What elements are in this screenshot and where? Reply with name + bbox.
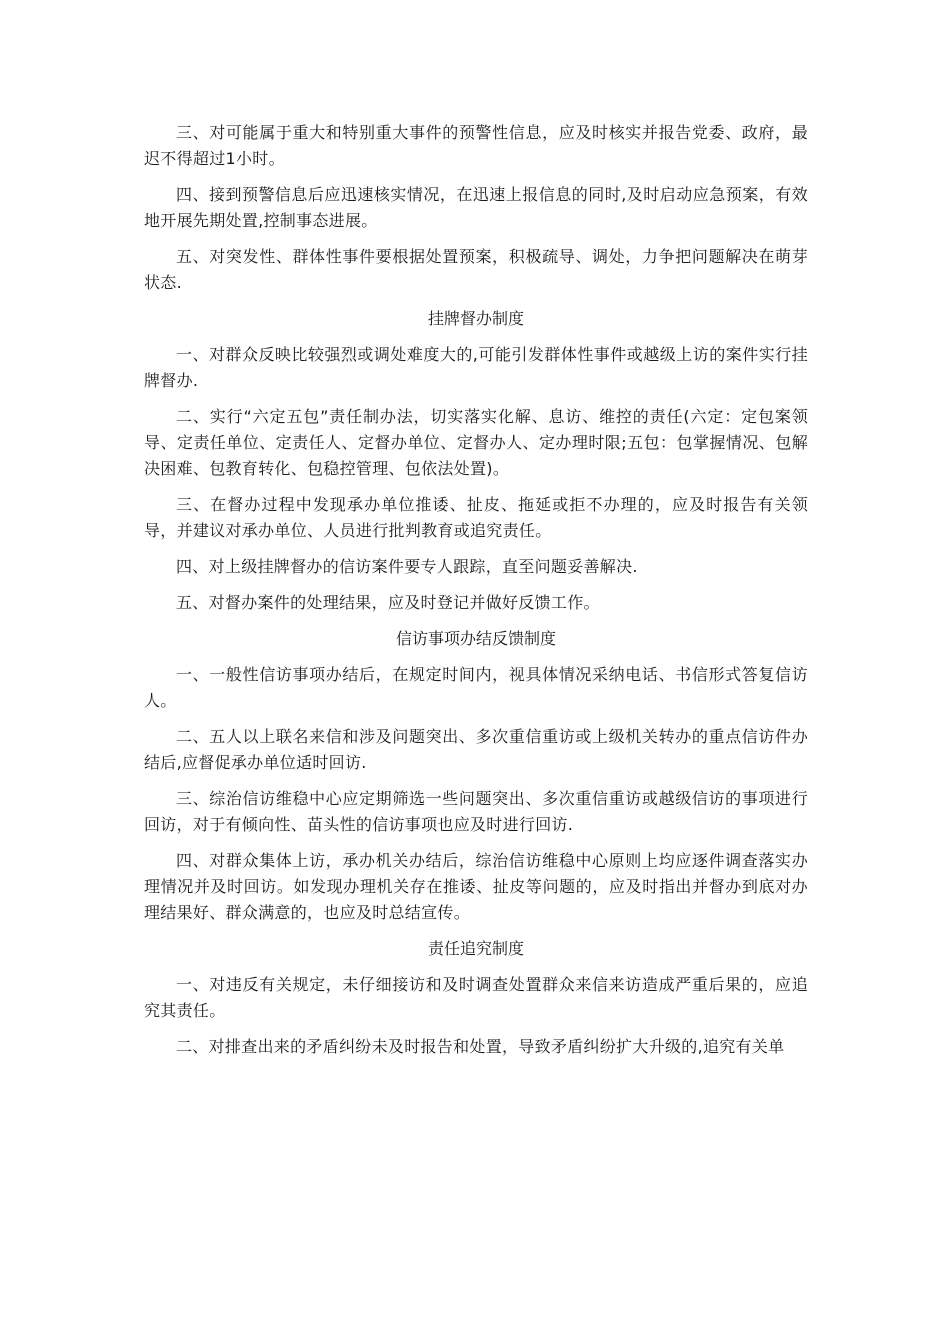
section-heading-feedback: 信访事项办结反馈制度	[395, 629, 556, 648]
paragraph-item-3: 三、对可能属于重大和特别重大事件的预警性信息，应及时核实并报告党委、政府，最迟不得超过1小时。	[144, 123, 808, 168]
paragraph-item-2: 二、实行“六定五包”责任制办法，切实落实化解、息访、维控的责任(六定：定包案领导、定责任单位、定责任人、定督办单位、定督办人、定办理时限;五包：包掌握情况、包解决困难、包教育转化、包稳控管理、包依法处置)。	[144, 407, 808, 478]
paragraph-item-3: 三、综治信访维稳中心应定期筛选一些问题突出、多次重信重访或越级信访的事项进行回访，对于有倾向性、苗头性的信访事项也应及时进行回访.	[144, 789, 808, 834]
paragraph-item-3: 三、在督办过程中发现承办单位推诿、扯皮、拖延或拒不办理的，应及时报告有关领导，并建议对承办单位、人员进行批判教育或追究责任。	[144, 495, 808, 540]
paragraph-item-5: 五、对突发性、群体性事件要根据处置预案，积极疏导、调处，力争把问题解决在萌芽状态.	[144, 247, 808, 292]
paragraph-item-4: 四、接到预警信息后应迅速核实情况，在迅速上报信息的同时,及时启动应急预案，有效地开展先期处置,控制事态进展。	[144, 185, 808, 230]
document-body	[144, 120, 808, 1070]
paragraph-item-1: 一、对群众反映比较强烈或调处难度大的,可能引发群体性事件或越级上访的案件实行挂牌督办.	[144, 345, 808, 390]
section-heading-supervision: 挂牌督办制度	[427, 309, 524, 328]
section-heading-accountability: 责任追究制度	[427, 939, 524, 958]
paragraph-item-2: 二、对排查出来的矛盾纠纷未及时报告和处置，导致矛盾纠纷扩大升级的,追究有关单	[176, 1037, 785, 1056]
paragraph-item-4: 四、对上级挂牌督办的信访案件要专人跟踪，直至问题妥善解决.	[176, 557, 638, 576]
paragraph-item-1: 一、对违反有关规定，未仔细接访和及时调查处置群众来信来访造成严重后果的，应追究其责任。	[144, 975, 808, 1020]
paragraph-item-5: 五、对督办案件的处理结果，应及时登记并做好反馈工作。	[176, 593, 600, 612]
paragraph-item-2: 二、五人以上联名来信和涉及问题突出、多次重信重访或上级机关转办的重点信访件办结后,应督促承办单位适时回访.	[144, 727, 808, 772]
paragraph-item-4: 四、对群众集体上访，承办机关办结后，综治信访维稳中心原则上均应逐件调查落实办理情况并及时回访。如发现办理机关存在推诿、扯皮等问题的，应及时指出并督办到底对办理结果好、群众满意的，也应及时总结宣传。	[144, 851, 808, 922]
paragraph-item-1: 一、一般性信访事项办结后，在规定时间内，视具体情况采纳电话、书信形式答复信访人。	[144, 665, 808, 710]
